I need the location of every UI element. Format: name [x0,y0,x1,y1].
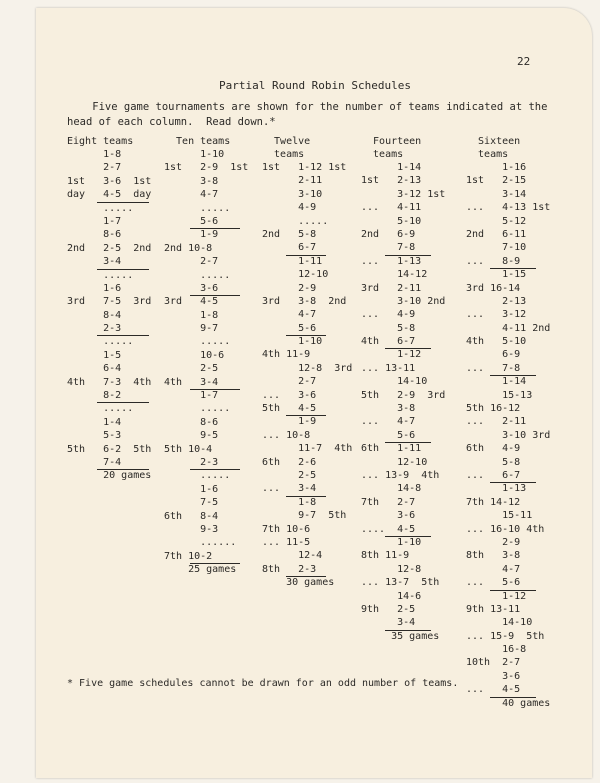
schedule-row: ... 4-7 [361,416,416,428]
schedule-row: 7-8 [361,241,445,254]
schedule-row: 5th 10-4 [164,443,213,455]
column-header-line2: teams [466,149,509,160]
schedule-row: 8th 3-8 [466,550,521,562]
schedule-row: .... 4-5 [361,523,445,536]
column-ten-teams [164,135,248,577]
schedule-row: ... 16-10 4th [466,523,545,535]
schedule-row: 7th 10-2 [164,550,248,563]
schedule-row: ..... [67,336,134,348]
schedule-row: 12-4 [262,550,323,562]
schedule-row: ..... [164,336,231,348]
schedule-row: 3-8 [361,403,416,415]
schedule-row: 1-4 [67,416,122,428]
schedule-row: 9th 2-5 [361,603,416,615]
schedule-row: ..... [67,403,134,415]
schedule-row: 3rd 7-5 3rd [67,296,152,308]
footnote: * Five game schedules cannot be drawn for an odd number of teams. [67,678,459,689]
schedule-row: 5th 16-12 [466,403,521,415]
schedule-row: 8-6 [164,416,219,428]
schedule-row: 1-7 [164,390,219,402]
schedule-row: 4-11 2nd [466,322,551,334]
schedule-row: 4-7 [466,563,521,575]
schedule-row: 2nd 2-5 2nd [67,242,152,254]
schedule-row: 4th 11-9 [262,349,311,361]
schedule-row: ... 4-9 [361,309,416,321]
schedule-row: 4-7 [164,189,219,201]
column-fourteen-teams [361,135,445,643]
column-header: Ten teams [164,136,231,147]
schedule-row: 8-4 [67,309,122,321]
schedule-row: ... 15-9 5th [466,630,545,642]
schedule-row: 5th 6-2 5th [67,443,152,455]
schedule-row: 2-3 [164,456,248,469]
schedule-row: 7-10 [466,242,527,254]
column-header: Fourteen [361,136,422,147]
schedule-row: 4th 3-4 [164,376,248,389]
schedule-row: ... 11-5 [262,536,311,548]
schedule-row: 1st 2-9 1st [164,162,249,174]
schedule-row: 2nd 10-8 [164,242,213,254]
schedule-row: 12-10 [262,269,329,281]
schedule-row: ... 4-5 [466,683,550,696]
column-header-line2: teams [262,149,305,160]
schedule-row: ... 2-11 [466,416,527,428]
schedule-row: ... 3-12 [466,309,527,321]
schedule-row: 6-7 [262,241,352,254]
schedule-row: 6th 1-11 [361,443,422,455]
schedule-row: 5th 2-9 3rd [361,389,446,401]
column-header-line2: teams [361,149,404,160]
page-number: 22 [517,55,531,68]
schedule-row: ..... [164,470,231,482]
schedule-row: 11-7 4th [262,443,353,455]
schedule-row: 5th 4-5 [262,402,352,415]
schedule-row: 6th 4-9 [466,443,521,455]
schedule-row: ..... [67,269,134,281]
schedule-row: 3-6 [164,282,248,295]
column-header: Eight teams [67,136,134,147]
schedule-row: 15-13 [466,389,533,401]
schedule-row: ... 13-7 5th [361,577,440,589]
schedule-row: 6-9 [466,349,521,361]
schedule-row: 1-10 [361,536,422,548]
schedule-row: 9-7 [164,323,219,335]
schedule-row: 1-12 [466,590,527,602]
schedule-row: 2-5 [262,469,317,481]
schedule-row: 9-3 [164,523,219,535]
schedule-row: 6-4 [67,363,122,375]
schedule-row: 1-10 [164,149,225,160]
schedule-row: 2-13 [466,295,527,307]
schedule-row: 12-8 3rd [262,362,353,374]
schedule-row: 16-8 [466,644,527,656]
schedule-row: 6th 2-6 [262,456,317,468]
schedule-row: 3-6 [361,510,416,522]
schedule-row: 14-12 [361,269,428,281]
schedule-row: 9-5 [164,430,219,442]
schedule-row: 4th 6-7 [361,335,445,348]
column-sixteen-teams [466,135,550,710]
schedule-row: 3-12 1st [361,188,446,200]
schedule-row: 1-9 [262,416,317,428]
schedule-row: ... 10-8 [262,429,311,441]
schedule-row: ... 13-11 [361,362,416,374]
schedule-row: day 4-5 day [67,189,152,201]
schedule-row: 5-8 [361,322,416,334]
schedule-row: 10th 2-7 [466,657,521,669]
schedule-row: 8th 11-9 [361,550,410,562]
schedule-row: 2-9 [262,282,317,294]
schedule-row: ... 5-6 [466,576,550,589]
schedule-row: 5-3 [67,430,122,442]
schedule-row: 14-8 [361,483,422,495]
schedule-row: 3rd 3-8 2nd [262,295,347,307]
intro-line-1: Five game tournaments are shown for the number of teams indicated at the [67,101,548,113]
schedule-row: ... 4-13 1st [466,202,551,214]
schedule-row: 1-8 [262,496,317,508]
schedule-row: 1-14 [361,162,422,173]
schedule-row: 3rd 16-14 [466,282,521,294]
schedule-row: 7-4 [67,456,151,469]
schedule-row: 5-10 [361,215,422,227]
schedule-row: 1-16 [466,162,527,173]
schedule-row: 1-15 [466,269,527,281]
schedule-row: 6th 8-4 [164,510,219,522]
schedule-row: 3-6 [466,670,521,682]
schedule-row: 1-9 [164,229,219,241]
schedule-row: 1st 1-12 1st [262,162,347,173]
column-twelve-teams [262,135,352,590]
games-total: 30 games [262,577,335,589]
games-total: 40 games [466,697,551,709]
schedule-row: 3rd 4-5 [164,296,219,308]
schedule-row: 3-14 [466,188,527,200]
column-eight-teams [67,135,151,483]
schedule-row: 1-12 [361,349,422,361]
schedule-row: 4th 7-3 4th [67,376,152,388]
schedule-row: 1-11 [262,255,323,267]
schedule-row: ... 4-11 [361,202,422,214]
schedule-row: 1st 3-6 1st [67,175,152,187]
schedule-row: 4-9 [262,202,317,214]
schedule-row: 15-11 [466,510,533,522]
schedule-row: 2-5 [164,363,219,375]
schedule-row: 2-9 [466,536,521,548]
schedule-row: 1-10 [262,336,323,348]
schedule-row: 1st 2-15 [466,175,527,187]
schedule-row: 8-2 [67,389,151,402]
schedule-row: 12-8 [361,563,422,575]
page-title: Partial Round Robin Schedules [218,79,412,92]
schedule-row: 2-7 [164,256,219,268]
schedule-row: 5-6 [361,429,445,442]
schedule-row: 2-3 [67,322,151,335]
schedule-row: 4-7 [262,309,317,321]
games-total: 35 games [361,630,440,642]
schedule-row: 3rd 2-11 [361,282,422,294]
schedule-row: 2-7 [262,376,317,388]
schedule-row: 2nd 6-9 [361,228,416,240]
schedule-row: ...... [164,537,237,549]
column-header: Sixteen [466,136,521,147]
schedule-row: 14-6 [361,590,422,602]
schedule-row: ..... [164,269,231,281]
schedule-row: 7th 2-7 [361,496,416,508]
schedule-row: 3-4 [361,616,445,629]
schedule-row: 1-7 [67,215,122,227]
schedule-row: 5-6 [164,215,248,228]
schedule-row: ... 3-6 [262,389,317,401]
schedule-row: ..... [67,202,134,214]
schedule-row: 1-8 [164,309,219,321]
schedule-row: ..... [164,202,231,214]
schedule-row: 3-10 3rd [466,429,551,441]
schedule-row: 5-6 [262,322,352,335]
schedule-row: 8-6 [67,229,122,241]
schedule-row: 7th 14-12 [466,496,521,508]
schedule-row: 1-6 [164,483,219,495]
schedule-row: 2nd 5-8 [262,228,317,240]
schedule-row: ... 8-9 [466,255,550,268]
schedule-row: 14-10 [361,376,428,388]
schedule-row: 7-5 [164,497,219,509]
schedule-row: 5-12 [466,215,527,227]
schedule-row: ... 3-4 [262,482,352,495]
schedule-row: 1-13 [466,483,527,495]
intro-line-2: head of each column. Read down.* [67,116,276,128]
schedule-row: 2nd 6-11 [466,228,527,240]
schedule-row: 7th 10-6 [262,523,311,535]
schedule-row: 1st 2-13 [361,175,422,187]
schedule-row: 1-5 [67,349,122,361]
schedule-row: 12-10 [361,456,428,468]
schedule-row: 9-7 5th [262,510,347,522]
schedule-row: 10-6 [164,349,225,361]
schedule-row: ... 13-9 4th [361,469,440,481]
schedule-row: 3-10 [262,188,323,200]
schedule-row: 1-6 [67,282,122,294]
games-total: 20 games [67,470,152,482]
schedule-row: ... 6-7 [466,469,550,482]
schedule-row: 1-14 [466,376,527,388]
schedule-row: 9th 13-11 [466,603,521,615]
schedule-row: 2-11 [262,175,323,187]
intro-paragraph [67,100,548,130]
schedule-row: 2-7 [67,162,122,174]
schedule-row: ... 1-13 [361,255,422,267]
schedule-row: 14-10 [466,617,533,629]
schedule-row: 3-4 [67,255,151,268]
schedule-row: ..... [164,403,231,415]
schedule-row: ..... [262,215,329,227]
schedule-row: 5-8 [466,456,521,468]
schedule-row: 1-8 [67,149,122,160]
schedule-row: 4th 5-10 [466,336,527,348]
column-header: Twelve [262,136,311,147]
schedule-row: 3-8 [164,175,219,187]
games-total: 25 games [164,564,237,576]
schedule-row: ... 7-8 [466,362,550,375]
schedule-row: 8th 2-3 [262,563,352,576]
schedule-row: 3-10 2nd [361,295,446,307]
